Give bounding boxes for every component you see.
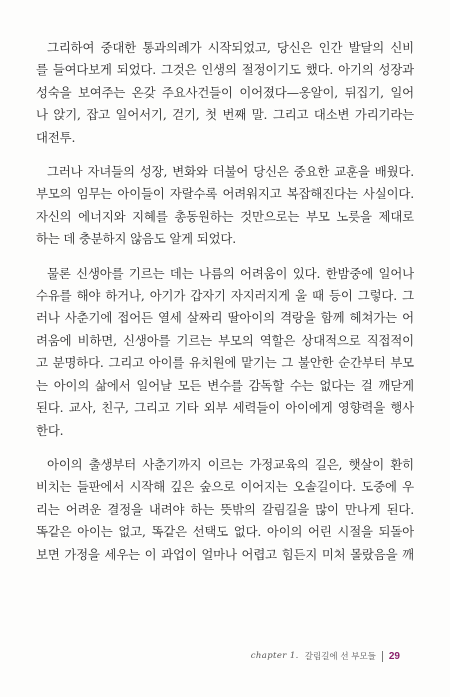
body-text [36, 37, 414, 566]
text-line: 비치는 들판에서 시작해 깊은 숲으로 이어지는 오솔길이다. 도중에 우 [36, 479, 414, 495]
text-line: 자신의 에너지와 지혜를 총동원하는 것만으로는 부모 노릇을 제대로 [36, 208, 414, 224]
text-line: 나 앉기, 잡고 일어서기, 걷기, 첫 번째 말. 그리고 대소변 가리기라는 [36, 107, 414, 123]
text-line: 그리하여 중대한 통과의례가 시작되었고, 당신은 인간 발달의 신비 [47, 40, 414, 55]
text-line: 된다. 교사, 친구, 그리고 기타 외부 세력들이 아이에게 영향력을 행사 [36, 400, 414, 416]
text-line: 물론 신생아를 기르는 데는 나름의 어려움이 있다. 한밤중에 일어나 [47, 265, 414, 281]
page-footer [251, 650, 400, 662]
text-line: 를 들여다보게 되었다. 그것은 인생의 절정이기도 했다. 아기의 성장과 [36, 62, 414, 78]
paragraph-2 [36, 161, 414, 251]
text-line: 보면 가정을 세우는 이 과업이 얼마나 어렵고 힘든지 미처 몰랐음을 깨 [36, 546, 414, 562]
footer-divider [382, 651, 383, 662]
text-line: 그러나 자녀들의 성장, 변화와 더불어 당신은 중요한 교훈을 배웠다. [47, 164, 414, 180]
text-line: 하는 데 충분하지 않음도 알게 되었다. [36, 231, 237, 247]
page-number: 29 [388, 650, 400, 662]
text-line: 고 분명하다. 그리고 아이를 유치원에 맡기는 그 불안한 순간부터 부모 [36, 355, 414, 371]
text-line: 리는 어려운 결정을 내려야 하는 뜻밖의 갈림길을 많이 만나게 된다. [36, 501, 414, 517]
paragraph-1 [36, 37, 414, 149]
text-line: 러나 사춘기에 접어든 열세 살짜리 딸아이의 격랑을 함께 헤쳐가는 어 [36, 310, 414, 326]
text-line: 수유를 해야 하거나, 아기가 갑자기 자지러지게 울 때 등이 그렇다. 그 [36, 288, 414, 304]
text-line: 부모의 임무는 아이들이 자랄수록 어려워지고 복잡해진다는 사실이다. [36, 186, 414, 202]
chapter-label: chapter 1. [250, 651, 299, 661]
text-line: 대전투. [36, 129, 76, 145]
text-line: 성숙을 보여주는 온갖 주요사건들이 이어졌다—옹알이, 뒤집기, 일어 [36, 84, 414, 100]
text-line: 는 아이의 삶에서 일어날 모든 변수를 감독할 수는 없다는 걸 깨닫게 [36, 377, 414, 393]
paragraph-4 [36, 454, 414, 566]
text-line: 한다. [36, 422, 64, 438]
text-line: 아이의 출생부터 사춘기까지 이르는 가정교육의 길은, 햇살이 환히 [47, 456, 414, 472]
paragraph-3 [36, 263, 414, 442]
text-line: 려움에 비하면, 신생아를 기르는 부모의 역할은 상대적으로 직접적이 [36, 332, 414, 348]
text-line: 똑같은 아이는 없고, 똑같은 선택도 없다. 아이의 어린 시절을 되돌아 [36, 524, 414, 540]
chapter-title: 갈림길에 선 부모들 [304, 652, 376, 662]
